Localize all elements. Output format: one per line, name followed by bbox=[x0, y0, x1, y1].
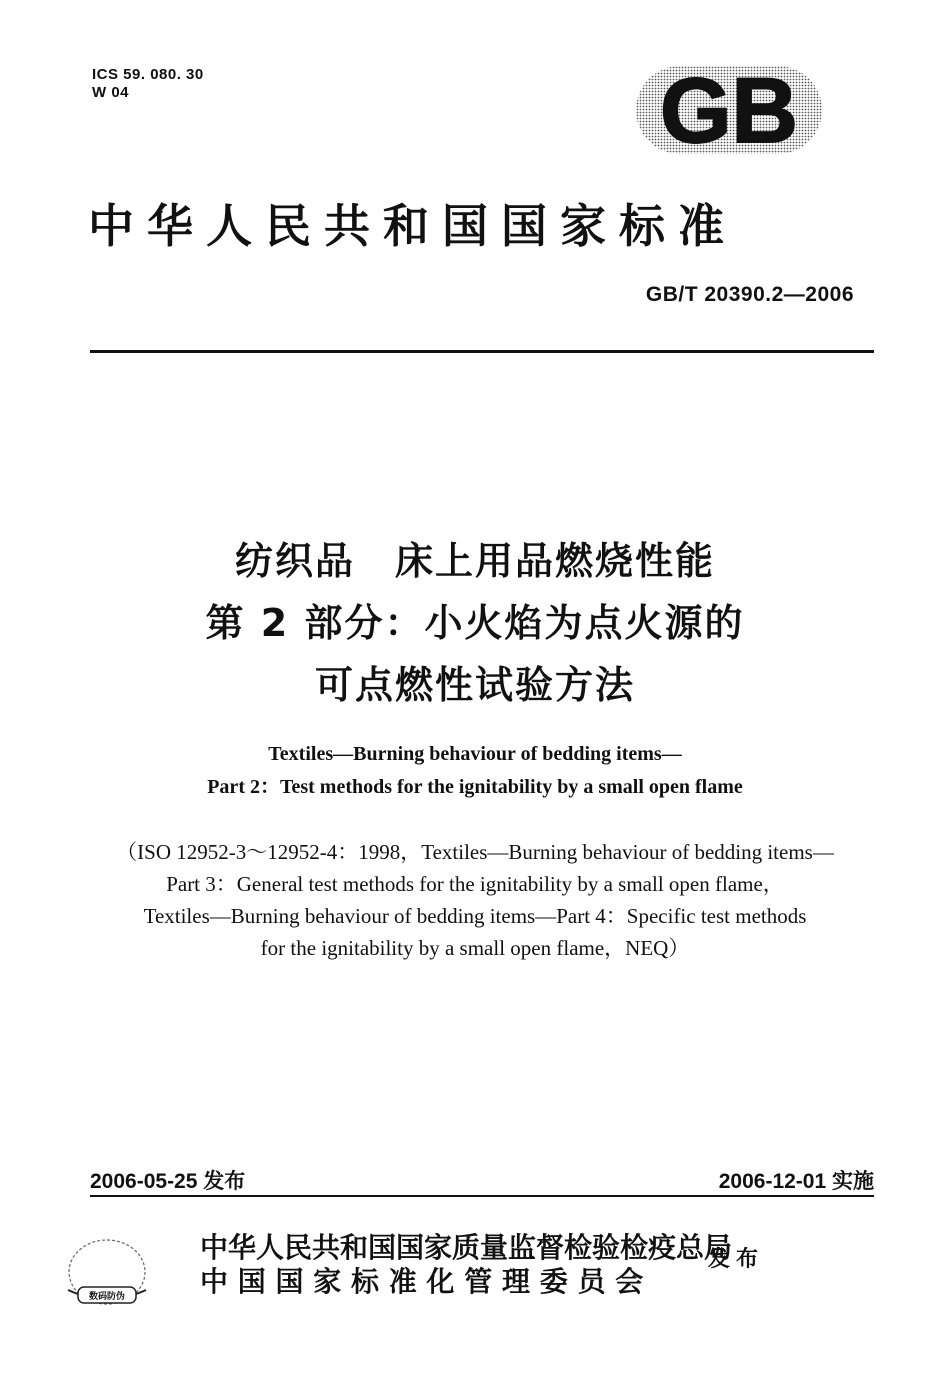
header-divider bbox=[90, 350, 874, 353]
release-label: 发布 bbox=[708, 1247, 765, 1272]
stamp-text: 数码防伪 bbox=[88, 1292, 126, 1302]
classification-codes bbox=[92, 66, 204, 102]
en-title-line-2: Part 2：Test methods for the ignitability by a small open flame bbox=[207, 776, 743, 798]
equivalence-line-2: Part 3：General test methods for the ignitability by a small open flame， bbox=[166, 872, 784, 896]
footer-divider bbox=[90, 1195, 874, 1197]
implementation-date: 2006-12-01 实施 bbox=[718, 1170, 874, 1193]
equivalence-line-4: for the ignitability by a small open flame，NEQ） bbox=[260, 936, 690, 960]
equivalence-line-3: Textiles—Burning behaviour of bedding items—Part 4：Specific test methods bbox=[143, 904, 807, 928]
en-title-line-1: Textiles—Burning behaviour of bedding items— bbox=[268, 743, 682, 765]
zh-title-line-1: 纺织品 床上用品燃烧性能 bbox=[234, 539, 715, 583]
ics-code: ICS 59. 080. 30 bbox=[92, 66, 204, 83]
anti-counterfeit-stamp bbox=[62, 1232, 152, 1318]
national-standard-heading: 中华人民共和国国家标准 bbox=[88, 199, 737, 253]
zh-title-line-2: 第 2 部分：小火焰为点火源的 bbox=[205, 601, 745, 645]
issue-date: 2006-05-25 发布 bbox=[90, 1170, 246, 1193]
issuer-line-1: 中华人民共和国国家质量监督检验检疫总局 bbox=[200, 1231, 733, 1264]
ccs-code: W 04 bbox=[92, 84, 130, 101]
equivalence-line-1: （ISO 12952-3～12952-4：1998，Textiles—Burning behaviour of bedding items— bbox=[116, 840, 834, 864]
standard-number: GB/T 20390.2—2006 bbox=[645, 283, 854, 306]
gb-logo bbox=[630, 60, 828, 160]
issuer-line-2: 中 国 国 家 标 准 化 管 理 委 员 会 bbox=[200, 1265, 644, 1298]
gb-logo-text: GB bbox=[660, 60, 798, 160]
zh-title-line-3: 可点燃性试验方法 bbox=[314, 663, 635, 707]
